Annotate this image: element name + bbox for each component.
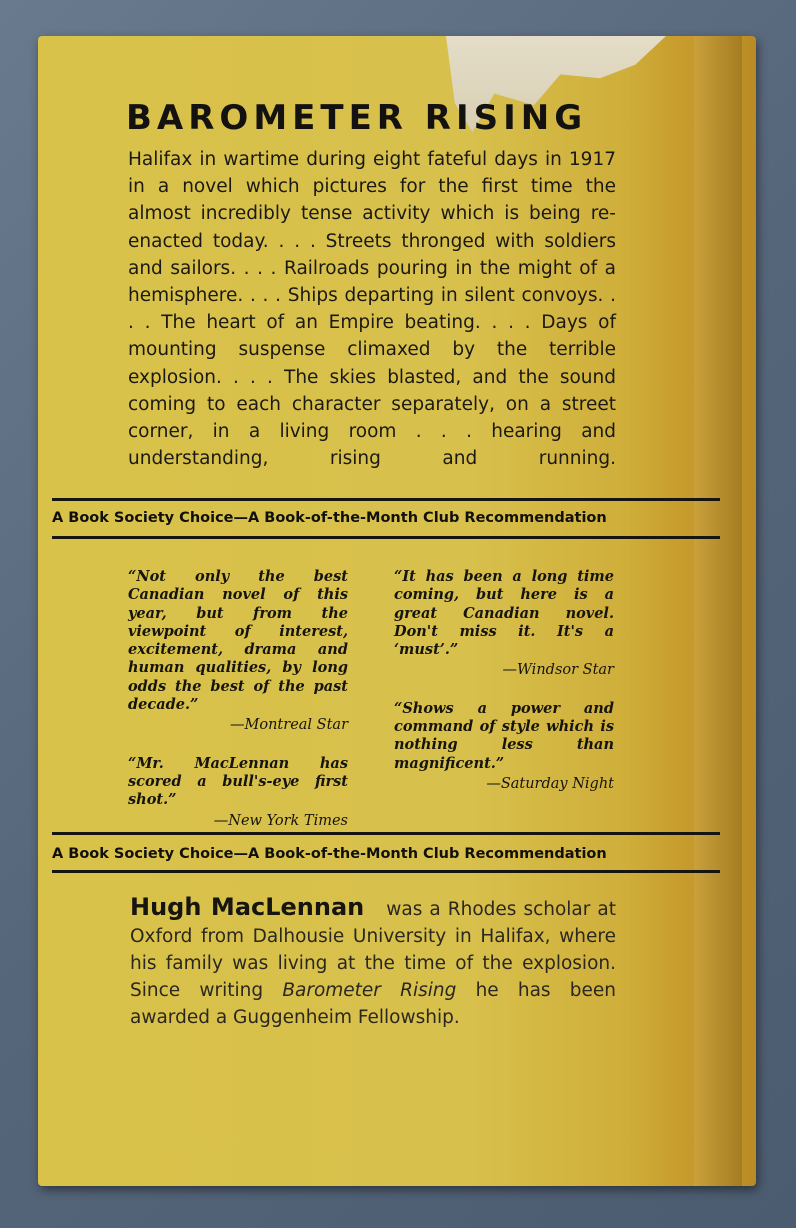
spine-shading [694, 36, 742, 1186]
author-name: Hugh MacLennan [130, 893, 365, 921]
quote-nyt-source: —New York Times [213, 812, 348, 829]
banner-top: A Book Society Choice—A Book-of-the-Month Club Recommendation [52, 510, 607, 526]
quote-montreal-source: —Montreal Star [230, 717, 348, 734]
author-bio [130, 894, 616, 1031]
quotes-left-column [128, 568, 348, 830]
top-rule-2 [52, 536, 720, 539]
author-bio-part2: he has been awarded a Guggenheim Fellowship. [130, 980, 616, 1028]
quote-montreal-text: “Not only the best Canadian novel of this year, but from the viewpoint of interest, excitement, drama and human qualities, by long odds the best of the past decade.” [128, 568, 348, 714]
banner-bottom: A Book Society Choice—A Book-of-the-Month Club Recommendation [52, 846, 607, 862]
author-bio-book-title: Barometer Rising [282, 980, 457, 1001]
bottom-rule-1 [52, 832, 720, 835]
quote-nyt-text: “Mr. MacLennan has scored a bull's-eye first shot.” [128, 754, 348, 809]
quote-saturday-source: —Saturday Night [486, 775, 614, 792]
top-rule-1 [52, 498, 720, 501]
quote-windsor-source: —Windsor Star [502, 662, 614, 679]
quote-windsor-text: “It has been a long time coming, but here is a great Canadian novel. Don't miss it. It's a ‘must’.” [394, 568, 614, 659]
author-bio-part1: was a Rhodes scholar at Oxford from Dalhousie University in Halifax, where his family was living at the time of the explosion. Since writing [130, 899, 616, 1001]
quotes-right-column [394, 568, 614, 793]
synopsis-text: Halifax in wartime during eight fateful days in 1917 in a novel which pictures for the first time the almost incredibly tense activity which is being re-enacted today. . . . Streets thronged with soldiers and sailors. . . . Railroads pouring in the might of a hemisphere. . . . Ships departing in silent convoys. . . . The heart of an Empire beating. . . . Days of mounting suspense climaxed by the terrible explosion. . . . The skies blasted, and the sound coming to each character separately, on a street corner, in a living room . . . hearing and understanding, rising and running. [128, 149, 616, 470]
book-title: BAROMETER RISING [126, 98, 588, 138]
bottom-rule-2 [52, 870, 720, 873]
quote-saturday-text: “Shows a power and command of style which is nothing less than magnificent.” [394, 699, 614, 772]
